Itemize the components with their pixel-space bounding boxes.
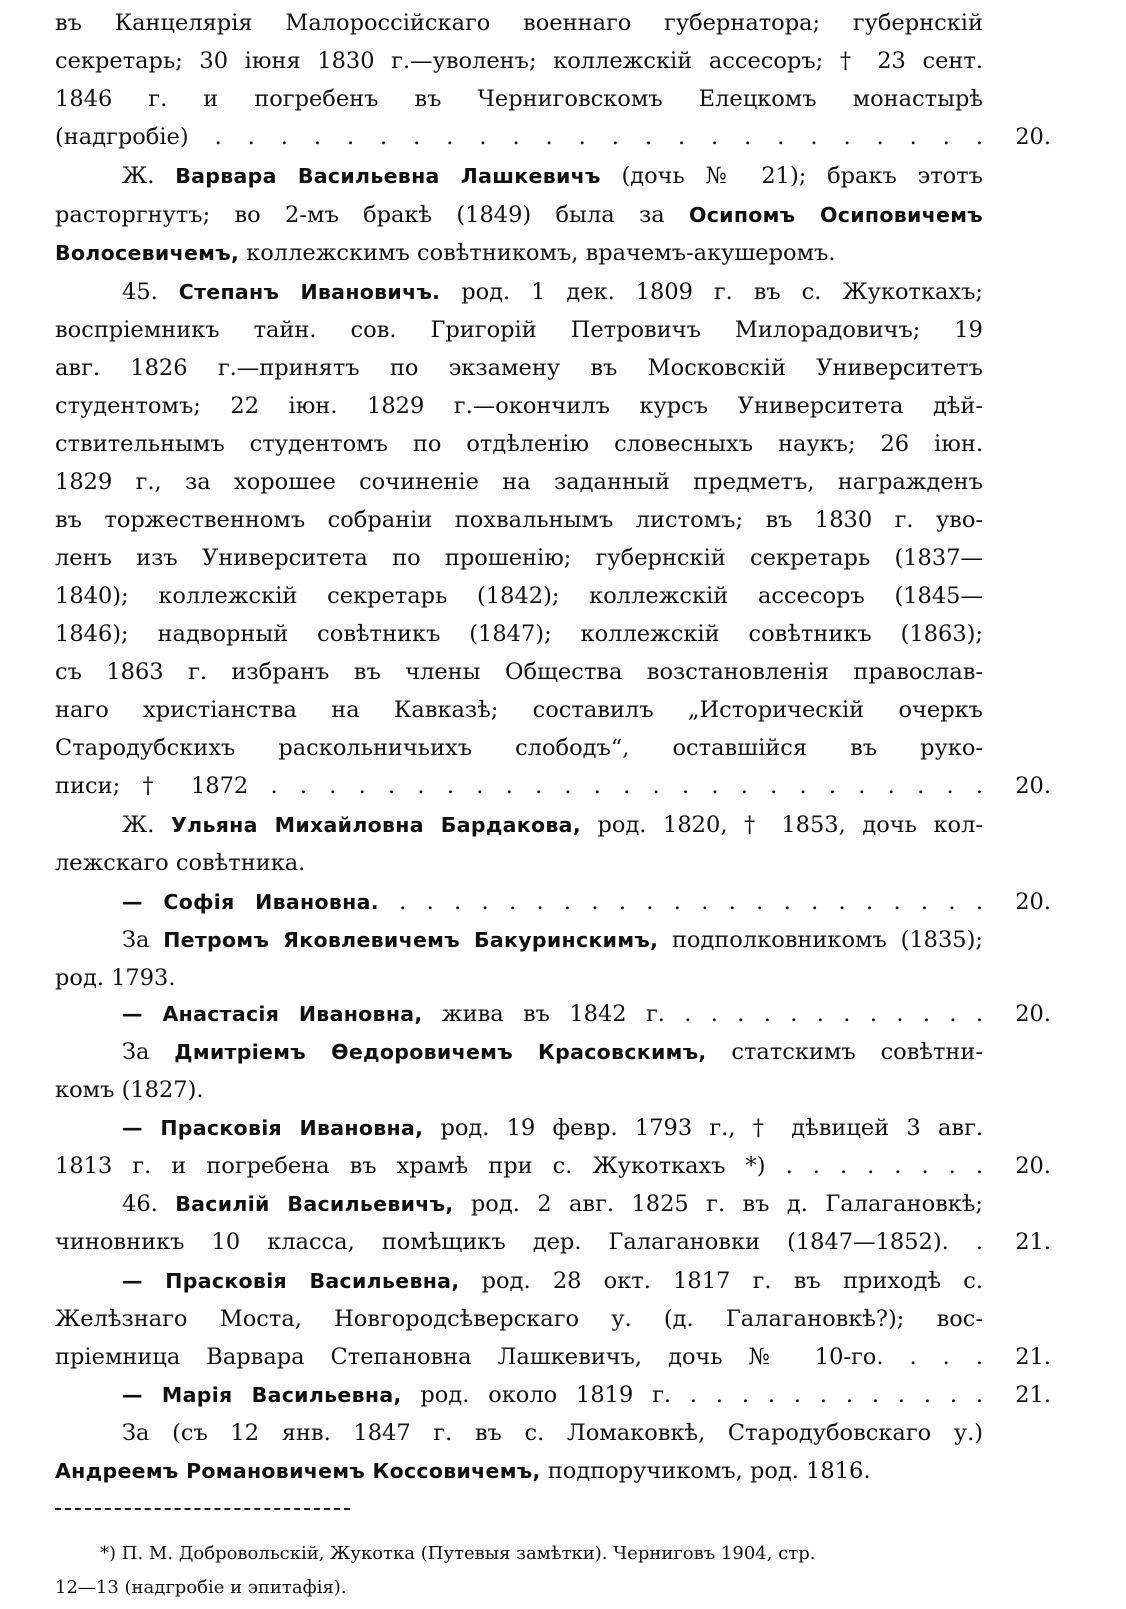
text-segment: 1846); надворный совѣтникъ (1847); коллежскій совѣтникъ (1863);: [55, 621, 983, 647]
text-segment: 1840); коллежскій секретарь (1842); коллежскій ассесоръ (1845—: [55, 583, 983, 609]
bold-name: Василій Васильевичъ,: [175, 1192, 454, 1216]
text-segment: студентомъ; 22 іюн. 1829 г.—окончилъ курсъ Университета дѣй-: [55, 393, 983, 419]
text-segment: За: [122, 1039, 175, 1065]
text-segment: За (съ 12 янв. 1847 г. въ с. Ломаковкѣ, Стародубовскаго у.): [122, 1420, 983, 1446]
footnote-separator: [55, 1508, 350, 1510]
page-reference: 21.: [1015, 1229, 1051, 1255]
text-line: [55, 349, 983, 387]
text-line: [55, 691, 983, 729]
text-segment: съ 1863 г. избранъ въ члены Общества возстановленія православ-: [55, 659, 983, 685]
text-line: [55, 539, 983, 577]
text-segment: статскимъ совѣтни-: [706, 1039, 983, 1065]
bold-name: Волосевичемъ,: [55, 241, 240, 265]
text-line: [55, 1300, 983, 1338]
text-line: [55, 653, 983, 691]
text-segment: жива въ 1842 г. . . . . . . . . . . . .: [422, 1001, 983, 1027]
text-segment: въ Канцелярія Малороссійскаго военнаго губернатора; губернскій: [55, 10, 983, 36]
text-line: [55, 196, 983, 234]
text-segment: подполковникомъ (1835);: [658, 927, 983, 953]
bold-name: Степанъ Ивановичъ.: [178, 280, 441, 304]
text-line: [55, 425, 983, 463]
text-segment: Желѣзнаго Моста, Новгородсѣверскаго у. (д. Галагановкѣ?); вос-: [55, 1306, 983, 1332]
page-reference: 20.: [1015, 124, 1051, 150]
text-line: [122, 1376, 983, 1414]
text-segment: комъ (1827).: [55, 1077, 204, 1103]
text-segment: Ж.: [122, 812, 172, 838]
text-line: [55, 501, 983, 539]
text-segment: За: [122, 927, 164, 953]
text-segment: въ торжественномъ собраніи похвальнымъ листомъ; въ 1830 г. уво-: [55, 507, 983, 533]
bold-name: Осипомъ Осиповичемъ: [688, 203, 983, 227]
text-line: [55, 1452, 983, 1490]
text-segment: авг. 1826 г.—принятъ по экзамену въ Московскій Университетъ: [55, 355, 983, 381]
text-segment: род. 1820, † 1853, дочь кол-: [580, 812, 983, 838]
page-reference: 21.: [1015, 1344, 1051, 1370]
page-reference: 21.: [1015, 1382, 1051, 1408]
text-segment: воспріемникъ тайн. сов. Григорій Петровичъ Милорадовичъ; 19: [55, 317, 983, 343]
text-line: [122, 1033, 983, 1071]
text-line: [55, 577, 983, 615]
text-line: [55, 387, 983, 425]
text-line: [55, 729, 983, 767]
bold-name: Петромъ Яковлевичемъ Бакуринскимъ,: [163, 928, 659, 952]
footnote-line: *) П. М. Добровольскій, Жукотка (Путевыя замѣтки). Черниговъ 1904, стр.: [100, 1543, 816, 1564]
text-segment: 46.: [122, 1191, 176, 1217]
text-segment: подпоручикомъ, род. 1816.: [540, 1458, 871, 1484]
text-segment: расторгнутъ; во 2-мъ бракѣ (1849) была за: [55, 202, 689, 228]
bold-name: Андреемъ Романовичемъ Коссовичемъ,: [55, 1459, 541, 1483]
text-segment: род. 1793.: [55, 965, 176, 991]
bold-name: — Прасковія Васильевна,: [122, 1269, 460, 1293]
text-segment: 45.: [122, 279, 179, 305]
text-segment: ствительнымъ студентомъ по отдѣленію словесныхъ наукъ; 26 іюн.: [55, 431, 983, 457]
text-line: [55, 844, 983, 882]
text-line: [55, 1223, 983, 1261]
text-segment: род. 19 февр. 1793 г., † дѣвицей 3 авг.: [423, 1115, 983, 1141]
text-line: [55, 234, 983, 272]
text-segment: . . . . . . . . . . . . . . . . . . . . . .: [378, 889, 983, 915]
text-line: [122, 1185, 983, 1223]
text-segment: Стародубскихъ раскольничьихъ слободъ“, оставшійся въ руко-: [55, 735, 983, 761]
bold-name: Ульяна Михайловна Бардакова,: [171, 813, 581, 837]
text-segment: лежскаго совѣтника.: [55, 850, 306, 876]
text-segment: 1813 г. и погребена въ храмѣ при с. Жукоткахъ *) . . . . . . . .: [55, 1153, 983, 1179]
text-segment: род. 28 окт. 1817 г. въ приходѣ с.: [459, 1268, 983, 1294]
text-segment: род. около 1819 г. . . . . . . . . . . . .: [401, 1382, 983, 1408]
text-segment: род. 1 дек. 1809 г. въ с. Жукоткахъ;: [440, 279, 983, 305]
text-line: [55, 1338, 983, 1376]
text-line: [55, 463, 983, 501]
text-line: [55, 767, 983, 805]
text-segment: 1829 г., за хорошее сочиненіе на заданный предметъ, награжденъ: [55, 469, 983, 495]
text-line: [122, 273, 983, 311]
text-line: [122, 1262, 983, 1300]
text-line: [55, 1071, 983, 1109]
text-line: [55, 615, 983, 653]
bold-name: — Прасковія Ивановна,: [122, 1116, 424, 1140]
bold-name: — Анастасія Ивановна,: [122, 1002, 423, 1026]
text-segment: секретарь; 30 іюня 1830 г.—уволенъ; коллежскій ассесоръ; † 23 сент.: [55, 48, 983, 74]
text-line: [55, 80, 983, 118]
text-line: [122, 921, 983, 959]
text-segment: Ж.: [122, 163, 176, 189]
text-line: [122, 995, 983, 1033]
bold-name: — Софія Ивановна.: [122, 890, 379, 914]
page-reference: 20.: [1015, 1153, 1051, 1179]
text-segment: (надгробіе) . . . . . . . . . . . . . . . . . . . . . . . .: [55, 124, 983, 150]
text-segment: (дочь № 21); бракъ этотъ: [600, 163, 983, 189]
bold-name: Варвара Васильевна Лашкевичъ: [175, 164, 601, 188]
text-line: [122, 157, 983, 195]
bold-name: — Марія Васильевна,: [122, 1383, 402, 1407]
text-segment: писи; † 1872 . . . . . . . . . . . . . . . . . . . . . . . . .: [55, 773, 983, 799]
page-reference: 20.: [1015, 773, 1051, 799]
text-segment: ленъ изъ Университета по прошенію; губернскій секретарь (1837—: [55, 545, 983, 571]
text-line: [55, 118, 983, 156]
bold-name: Дмитріемъ Өедоровичемъ Красовскимъ,: [174, 1040, 707, 1064]
text-segment: 1846 г. и погребенъ въ Черниговскомъ Елецкомъ монастырѣ: [55, 86, 983, 112]
text-segment: пріемница Варвара Степановна Лашкевичъ, дочь № 10-го. . . .: [55, 1344, 983, 1370]
text-line: [55, 311, 983, 349]
text-line: [55, 1147, 983, 1185]
text-segment: коллежскимъ совѣтникомъ, врачемъ-акушеромъ.: [239, 240, 836, 266]
text-line: [55, 4, 983, 42]
text-line: [122, 806, 983, 844]
text-line: [55, 959, 983, 997]
text-line: [122, 1109, 983, 1147]
text-segment: чиновникъ 10 класса, помѣщикъ дер. Галагановки (1847—1852). .: [55, 1229, 983, 1255]
text-segment: наго христіанства на Кавказѣ; составилъ „Историческій очеркъ: [55, 697, 983, 723]
text-line: [122, 883, 983, 921]
text-line: [122, 1414, 983, 1452]
page-reference: 20.: [1015, 1001, 1051, 1027]
text-segment: род. 2 авг. 1825 г. въ д. Галагановкѣ;: [453, 1191, 983, 1217]
footnote-line: 12—13 (надгробіе и эпитафія).: [55, 1577, 347, 1598]
text-line: [55, 42, 983, 80]
page-reference: 20.: [1015, 889, 1051, 915]
